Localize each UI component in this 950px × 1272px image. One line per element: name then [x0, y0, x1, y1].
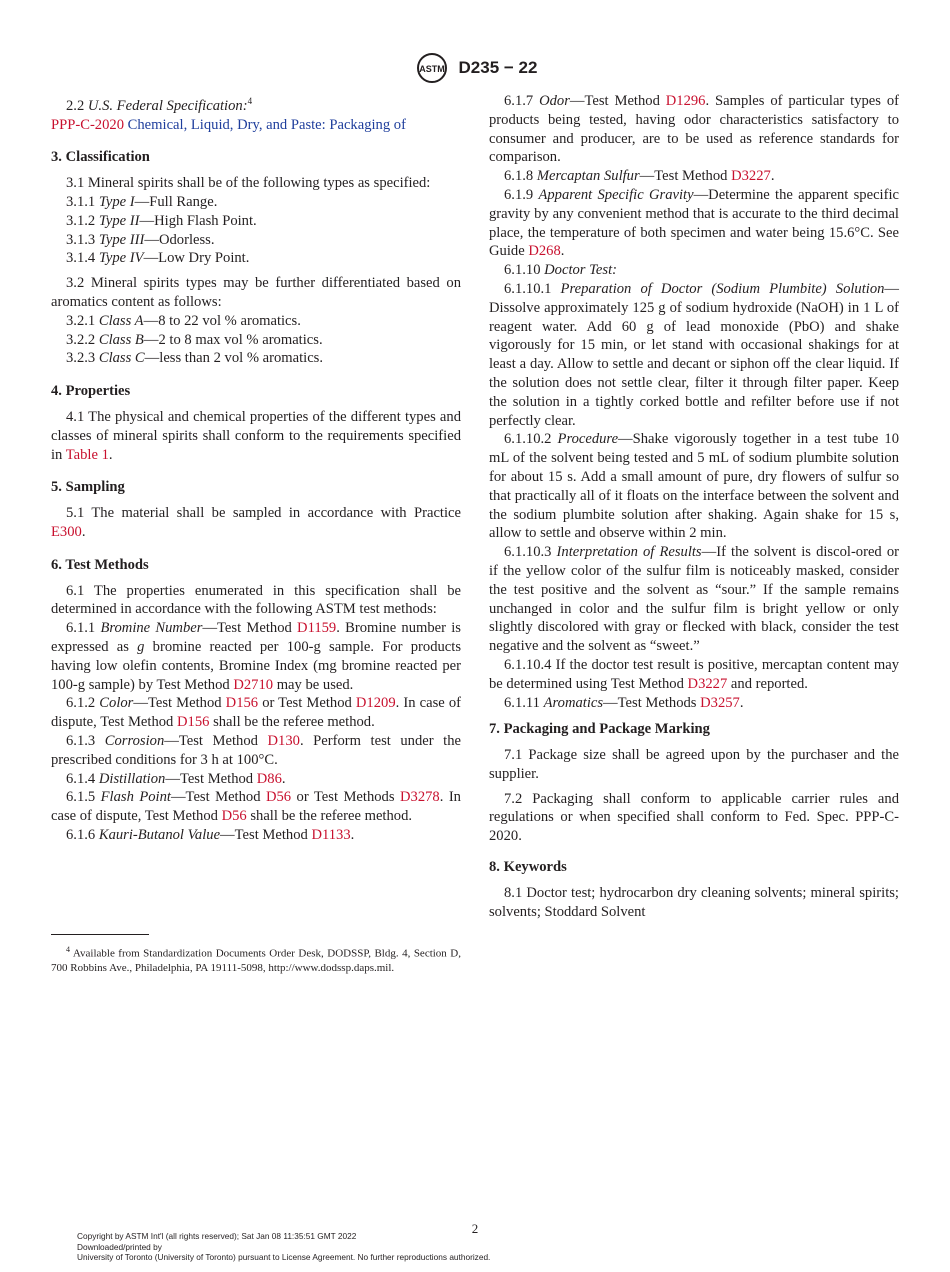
para-7-1: 7.1 Package size shall be agreed upon by the purchaser and the supplier. — [489, 747, 899, 782]
ppp-c-2020-title-link[interactable]: Chemical, Liquid, Dry, and Paste: Packaging of — [127, 116, 406, 133]
table-1-link[interactable]: Table 1 — [65, 446, 109, 463]
para-3-2-1: 3.2.1 Class A—8 to 22 vol % aromatics. — [66, 312, 301, 329]
license-line: University of Toronto (University of Toronto) pursuant to License Agreement. No further reproductions authorized. — [77, 1252, 491, 1262]
para-6-1-2: 6.1.2 Color—Test Method D156 or Test Method D1209. In case of dispute, Test Method D156 shall be the referee method. — [51, 695, 461, 731]
heading-test-methods: 6. Test Methods — [51, 556, 149, 573]
para-3-1-1: 3.1.1 Type I—Full Range. — [66, 194, 218, 211]
para-6-1: 6.1 The properties enumerated in this specification shall be determined in accordance with the following ASTM test methods: — [51, 582, 461, 618]
copyright-notice — [77, 1231, 490, 1263]
para-3-1-3: 3.1.3 Type III—Odorless. — [66, 231, 215, 248]
para-6-1-6: 6.1.6 Kauri-Butanol Value—Test Method D1133. — [66, 826, 355, 843]
para-6-1-10-1: 6.1.10.1 Preparation of Doctor (Sodium Plumbite) Solution—Dissolve approximately 125 g of sodium hydroxide (NaOH) in 1 L of reagent water. Add 60 g of lead monoxide (PbO) and shake vigorously for 15 min, or let stand with occasional shakings for at least a day. Allow to settle and decant or siphon off the clear liquid. If the solution does not settle clear, filter it through filter paper. Keep the solution in a tightly corked bottle and refilter before use if not perfectly clear. — [489, 280, 900, 429]
d2710-link[interactable]: D2710 — [233, 676, 274, 693]
para-5-1: 5.1 The material shall be sampled in accordance with Practice E300. — [51, 505, 461, 540]
heading-packaging: 7. Packaging and Package Marking — [489, 721, 710, 738]
footnote-4: $^4$ Available from Standardization Documents Order Desk, DODSSP, Bldg. 4, Section D, 700 Robbins Ave., Philadelphia, PA 19111-5098, http://www.dodssp.daps.mil. — [51, 945, 461, 975]
e300-link[interactable]: E300 — [51, 524, 82, 540]
para-3-1-2: 3.1.2 Type II—High Flash Point. — [66, 212, 257, 229]
d1296-link[interactable]: D1296 — [665, 93, 706, 109]
para-4-1: 4.1 The physical and chemical properties of the different types and classes of mineral spirits shall conform to the requirements specified in Table 1. — [51, 409, 461, 463]
d56-link[interactable]: D56 — [221, 808, 247, 825]
astm-logo-icon — [413, 52, 451, 84]
d86-link[interactable]: D86 — [256, 770, 282, 787]
d1159-link[interactable]: D1159 — [297, 620, 337, 637]
right-column — [489, 92, 899, 921]
d156-link[interactable]: D156 — [225, 695, 259, 712]
d1209-link[interactable]: D1209 — [355, 695, 396, 712]
para-6-1-10: 6.1.10 Doctor Test: — [504, 262, 617, 279]
para-3-2-3: 3.2.3 Class C—less than 2 vol % aromatics. — [66, 350, 324, 367]
ref-ppp-c-2020 — [51, 116, 461, 135]
copyright-line: Copyright by ASTM Int'l (all rights reserved); Sat Jan 08 11:35:51 GMT 2022 — [77, 1231, 357, 1241]
heading-classification: 3. Classification — [51, 149, 150, 166]
para-3-1: 3.1 Mineral spirits shall be of the following types as specified: — [66, 175, 431, 192]
para-6-1-7: 6.1.7 Odor—Test Method D1296. Samples of particular types of products being tested, having odor characteristics satisfactory to consumer and producer, are to be used as reference standards for comparison. — [489, 93, 899, 166]
d156-link[interactable]: D156 — [177, 714, 210, 731]
para-6-1-9: 6.1.9 Apparent Specific Gravity—Determine the apparent specific gravity by any convenient method that is accurate to the third decimal place, the temperature of both specimen and water being 15.6°C. See Guide D268. — [489, 186, 900, 260]
section-2-2: 2.2 U.S. Federal Specification:$^4$ — [66, 96, 253, 114]
heading-sampling: 5. Sampling — [51, 479, 125, 496]
para-8-1: 8.1 Doctor test; hydrocarbon dry cleaning solvents; mineral spirits; solvents; Stoddard Solvent — [489, 884, 899, 920]
document-code: D235 − 22 — [458, 58, 538, 77]
para-3-2: 3.2 Mineral spirits types may be further differentiated based on aromatics content as follows: — [51, 275, 461, 311]
svg-text:ASTM: ASTM — [418, 64, 445, 74]
para-6-1-8: 6.1.8 Mercaptan Sulfur—Test Method D3227. — [504, 168, 775, 185]
para-6-1-3: 6.1.3 Corrosion—Test Method D130. Perform test under the prescribed conditions for 3 h at 100°C. — [51, 732, 462, 768]
d3227-link[interactable]: D3227 — [731, 168, 771, 185]
para-6-1-4: 6.1.4 Distillation—Test Method D86. — [66, 770, 286, 787]
para-6-1-10-2: 6.1.10.2 Procedure—Shake vigorously together in a test tube 10 mL of the solvent being tested and 5 mL of sodium plumbite solution for about 15 s. Add a small amount of pure, dry flowers of sulfur so that practically all of it floats on the interface between the solvent and the sodium plumbite solution after shaking. Again shake for 15 s, allow to settle and observe within 2 min. — [489, 431, 900, 542]
para-6-1-5: 6.1.5 Flash Point—Test Method D56 or Test Methods D3278. In case of dispute, Test Method D56 shall be the referee method. — [51, 789, 461, 825]
para-3-2-2: 3.2.2 Class B—2 to 8 max vol % aromatics. — [66, 331, 323, 348]
para-7-2: 7.2 Packaging shall conform to applicable carrier rules and regulations or when specified shall conform to Fed. Spec. PPP-C-2020. — [489, 790, 899, 845]
page-header — [0, 52, 950, 84]
para-6-1-10-3: 6.1.10.3 Interpretation of Results—If the solvent is discol-ored or if the yellow color of the sulfur film is noticeably masked, consider the test positive and the solvent as “sour.” If the sample remains unchanged in color and the sulfur film is bright yellow or only slightly discolored with gray or flecked with black, consider the test negative and the solvent as “sweet.” — [489, 544, 899, 655]
para-6-1-1: 6.1.1 Bromine Number—Test Method D1159. Bromine number is expressed as g bromine reacted per 100-g sample. For products having low olefin contents, Bromine Index (mg bromine reacted per 100-g sample) by Test Method D2710 may be used. — [51, 620, 461, 693]
page-number: 2 — [471, 1221, 479, 1236]
heading-properties: 4. Properties — [51, 383, 131, 400]
d268-link[interactable]: D268 — [528, 243, 561, 260]
download-line: Downloaded/printed by — [77, 1241, 162, 1252]
d1133-link[interactable]: D1133 — [311, 826, 351, 843]
para-6-1-11: 6.1.11 Aromatics—Test Methods D3257. — [504, 694, 744, 711]
ppp-c-2020-link[interactable]: PPP-C-2020 — [51, 116, 124, 133]
d56-link[interactable]: D56 — [265, 789, 292, 806]
para-3-1-4: 3.1.4 Type IV—Low Dry Point. — [66, 250, 250, 267]
d3278-link[interactable]: D3278 — [399, 789, 440, 806]
d3227-link[interactable]: D3227 — [687, 675, 728, 692]
para-6-1-10-4: 6.1.10.4 If the doctor test result is positive, mercaptan content may be determined using Test Method D3227 and reported. — [489, 656, 899, 692]
left-column — [51, 92, 461, 845]
heading-keywords: 8. Keywords — [489, 859, 567, 876]
d3257-link[interactable]: D3257 — [700, 694, 740, 711]
d130-link[interactable]: D130 — [267, 732, 300, 749]
footnote-rule — [51, 934, 149, 935]
